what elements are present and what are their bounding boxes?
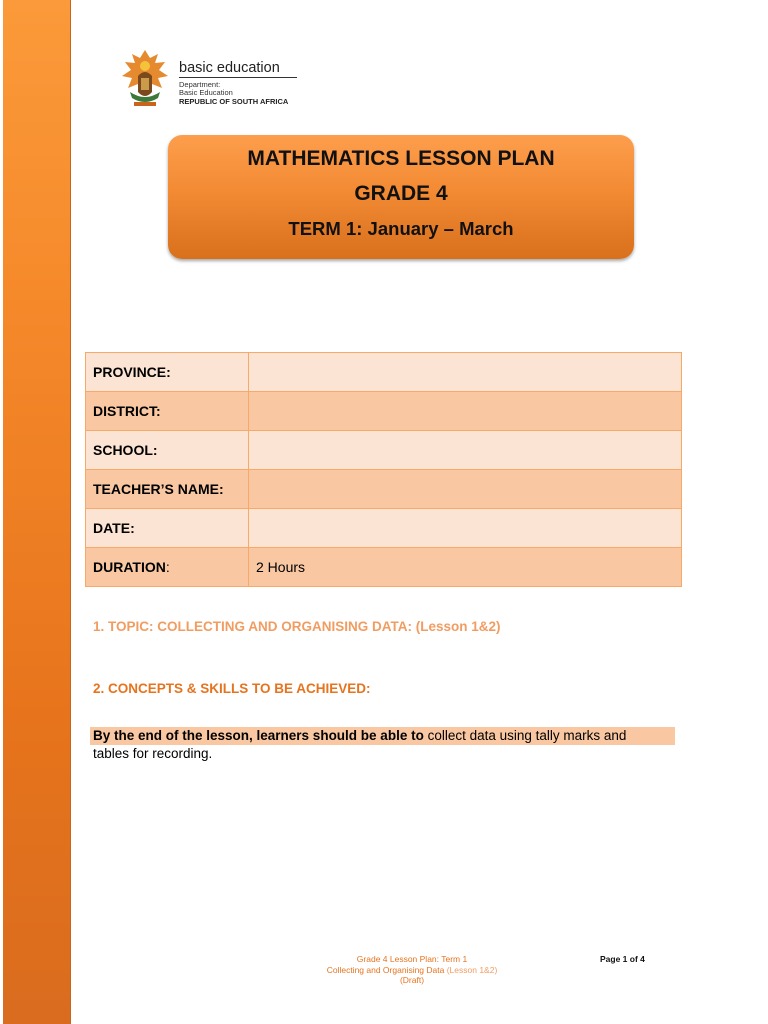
objective-line-1 [90, 727, 675, 745]
district-label: DISTRICT: [86, 392, 249, 431]
department-label: Department: [179, 80, 221, 89]
concepts-heading: 2. CONCEPTS & SKILLS TO BE ACHIEVED: [93, 681, 371, 696]
school-value [249, 431, 682, 470]
department-name [179, 81, 233, 97]
province-value [249, 353, 682, 392]
province-label: PROVINCE: [86, 353, 249, 392]
date-label: DATE: [86, 509, 249, 548]
department-logo [120, 48, 310, 112]
duration-label [86, 548, 249, 587]
duration-value: 2 Hours [249, 548, 682, 587]
duration-label-text: DURATION [93, 559, 166, 575]
table-row [86, 392, 682, 431]
duration-label-colon: : [165, 559, 170, 575]
term-title: TERM 1: January – March [288, 218, 514, 239]
date-value [249, 509, 682, 548]
department-title: Basic Education [179, 88, 233, 97]
objective-paragraph [90, 727, 675, 763]
side-accent-bar [3, 0, 71, 1024]
school-label: SCHOOL: [86, 431, 249, 470]
title-banner [168, 135, 634, 259]
table-row [86, 353, 682, 392]
teacher-name-label: TEACHER’S NAME: [86, 470, 249, 509]
coat-of-arms-icon [120, 48, 170, 110]
lesson-info-table [85, 352, 682, 587]
brand-name: basic education [179, 60, 297, 78]
table-row [86, 431, 682, 470]
table-row [86, 548, 682, 587]
table-row [86, 509, 682, 548]
footer-topic: Collecting and Organising Data [326, 964, 445, 975]
grade-title: GRADE 4 [354, 182, 448, 205]
footer-line-1: Grade 4 Lesson Plan: Term 1 [356, 954, 468, 964]
country-name: REPUBLIC OF SOUTH AFRICA [179, 97, 289, 106]
teacher-name-value [249, 470, 682, 509]
objective-lead: By the end of the lesson, learners should be able to [93, 728, 424, 743]
footer-draft: (Draft) [399, 975, 425, 985]
district-value [249, 392, 682, 431]
page-footer [300, 954, 524, 986]
objective-line-2: tables for recording. [93, 746, 213, 761]
document-title: MATHEMATICS LESSON PLAN [247, 147, 555, 170]
objective-text: collect data using tally marks and [423, 728, 627, 743]
table-row [86, 470, 682, 509]
page-number: Page 1 of 4 [600, 954, 645, 964]
topic-heading: 1. TOPIC: COLLECTING AND ORGANISING DATA: (Lesson 1&2) [93, 619, 501, 634]
footer-lesson: (Lesson 1&2) [444, 964, 498, 975]
footer-line-2 [300, 965, 524, 976]
